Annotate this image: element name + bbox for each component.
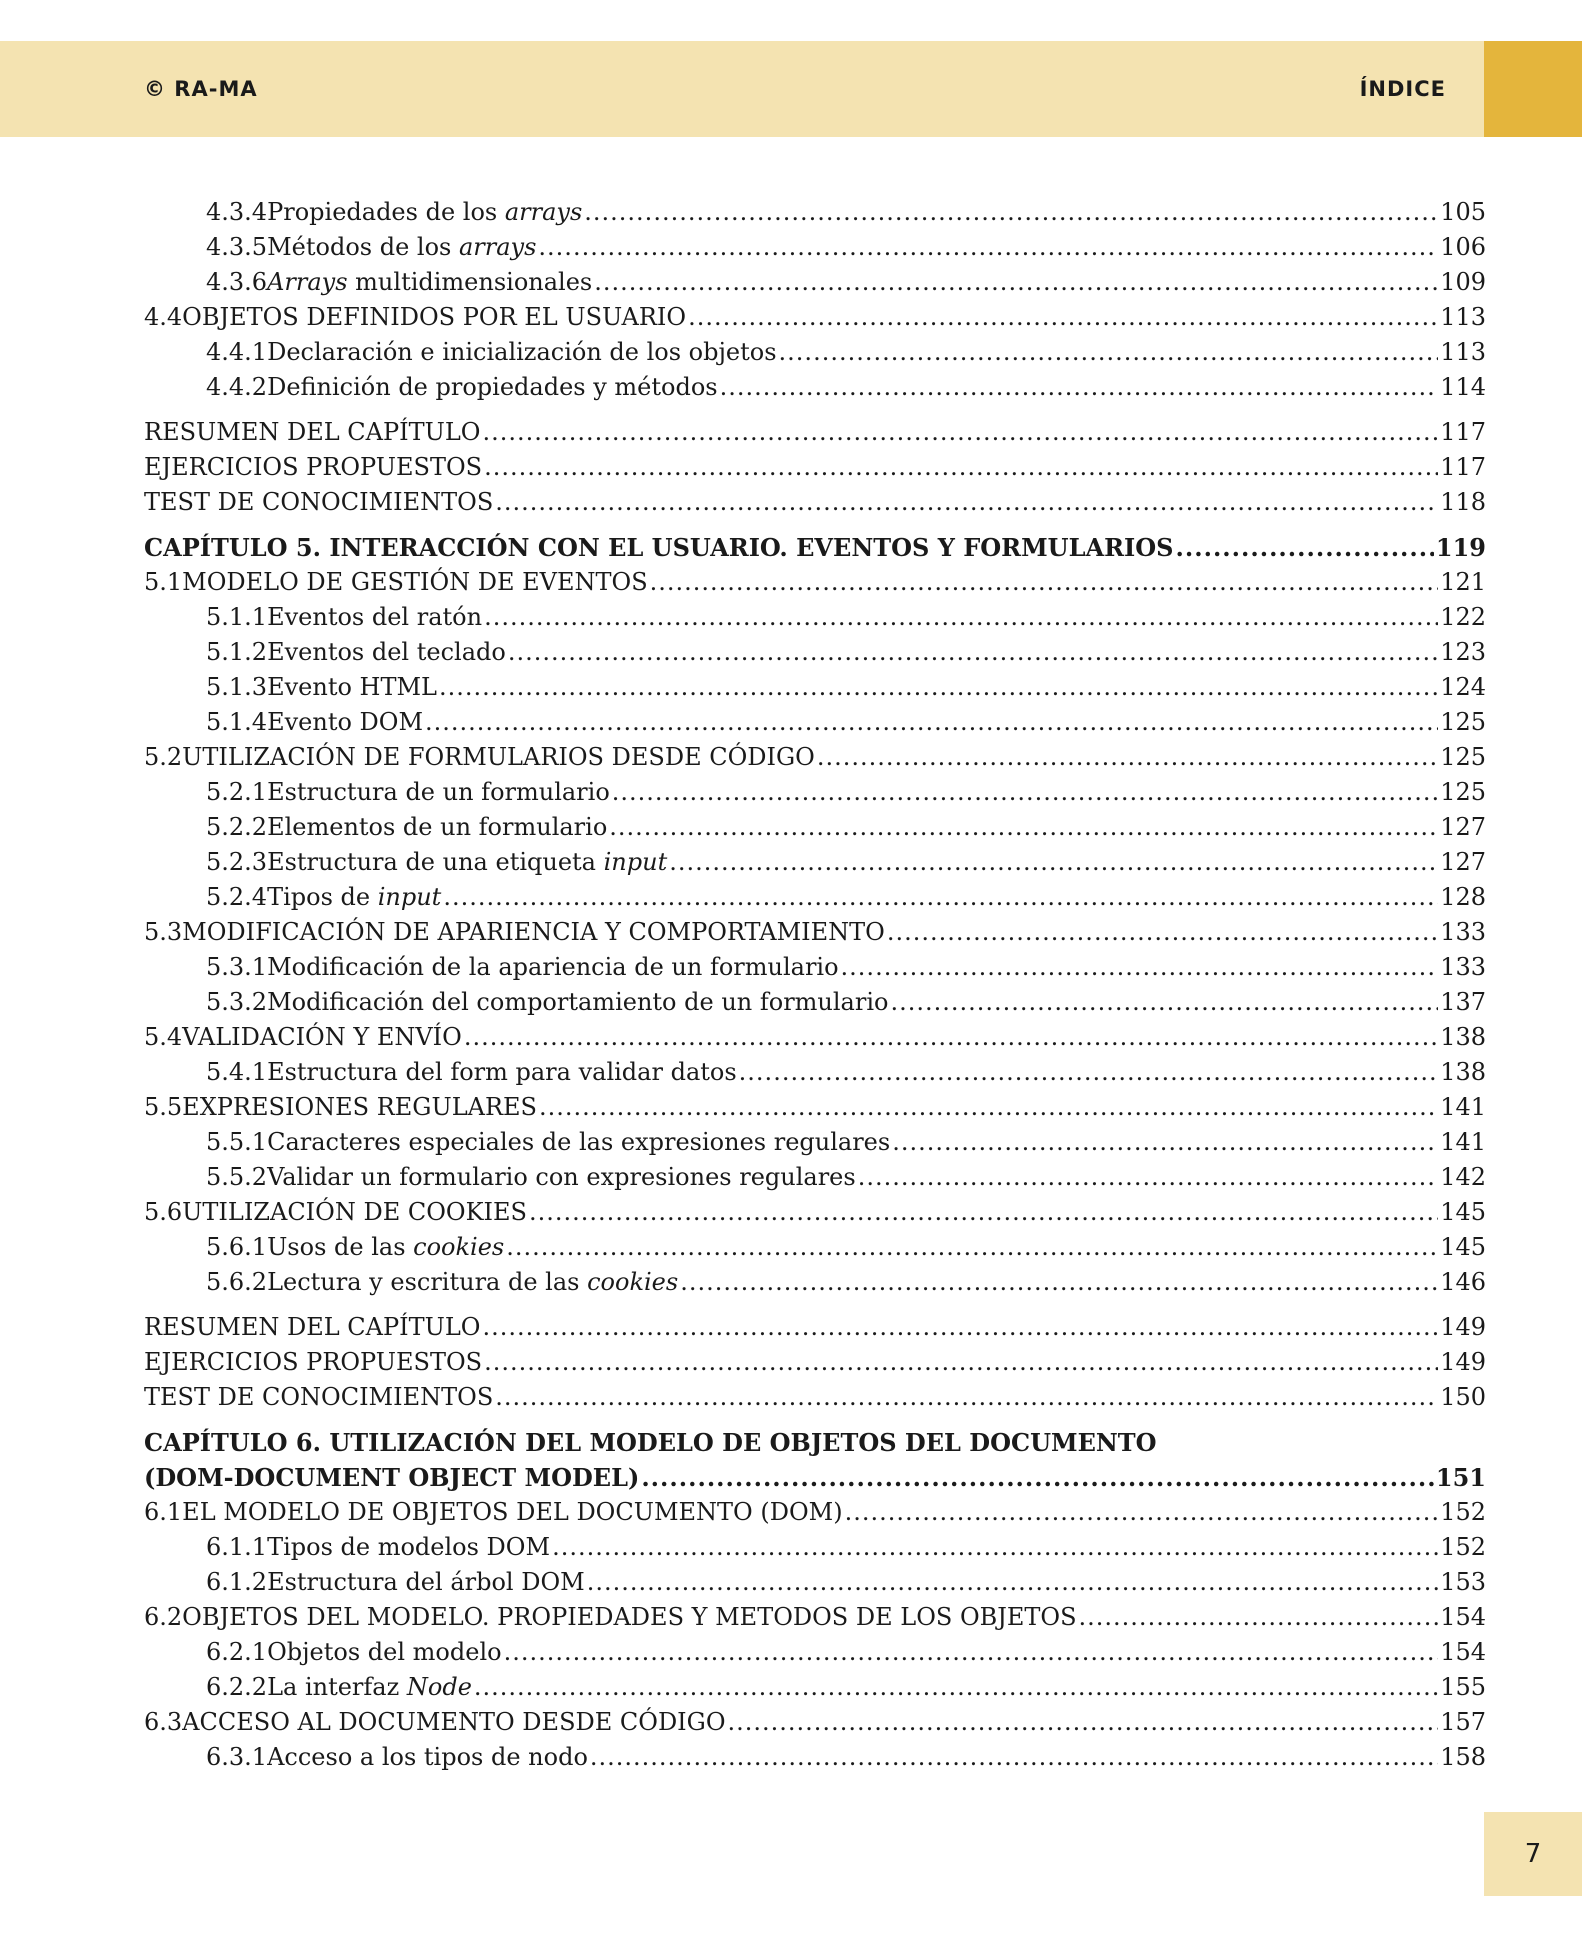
dot-leader — [641, 1460, 1434, 1495]
toc-entry — [144, 450, 1486, 485]
toc-title-text: EXPRESIONES REGULARES — [182, 1093, 537, 1121]
toc-entry — [144, 1600, 1486, 1635]
toc-title — [182, 915, 885, 950]
toc-title-text: multidimensionales — [347, 268, 593, 296]
toc-title — [267, 230, 536, 265]
toc-title-text: Acceso a los tipos de nodo — [267, 1743, 588, 1771]
toc-title-text: CAPÍTULO 5. INTERACCIÓN CON EL USUARIO. EVENTOS Y FORMULARIOS — [144, 533, 1174, 562]
toc-page: 121 — [1440, 568, 1486, 596]
toc-title-text: ACCESO AL DOCUMENTO DESDE CÓDIGO — [182, 1708, 726, 1736]
toc-title-text: Propiedades de los — [267, 198, 505, 226]
toc-entry — [144, 1310, 1486, 1345]
toc-title-text: Definición de propiedades y métodos — [267, 373, 718, 401]
toc-title-text: Declaración e inicialización de los objetos — [267, 338, 777, 366]
dot-leader — [779, 335, 1439, 370]
toc-title-text: Modificación de la apariencia de un formulario — [267, 953, 839, 981]
toc-page: 117 — [1440, 453, 1486, 481]
toc-title-text: Tipos de modelos DOM — [267, 1533, 551, 1561]
dot-leader — [612, 775, 1438, 810]
dot-leader — [482, 1310, 1438, 1345]
toc-title — [182, 1195, 527, 1230]
toc-entry — [144, 335, 1486, 370]
toc-title — [144, 530, 1174, 565]
toc-page: 158 — [1440, 1743, 1486, 1771]
toc-page: 106 — [1440, 233, 1486, 261]
toc-title — [182, 1600, 1076, 1635]
toc-page: 152 — [1440, 1533, 1486, 1561]
toc-page: 123 — [1440, 638, 1486, 666]
toc-number: 4.3.4 — [206, 198, 268, 226]
toc-title-text: Elementos de un formulario — [267, 813, 608, 841]
toc-number: 5.5 — [144, 1093, 183, 1121]
toc-entry — [144, 1020, 1486, 1055]
toc-entry — [144, 530, 1486, 565]
toc-title — [182, 1020, 462, 1055]
toc-entry — [144, 1125, 1486, 1160]
toc-page: 118 — [1440, 488, 1486, 516]
toc-title — [267, 1670, 472, 1705]
toc-title — [182, 1495, 842, 1530]
toc-title-italic: input — [603, 848, 668, 876]
toc-entry — [144, 1495, 1486, 1530]
toc-title-text: Estructura de una etiqueta — [267, 848, 604, 876]
toc-page: 151 — [1435, 1463, 1486, 1492]
toc-number: 4.4 — [144, 303, 183, 331]
toc-title-text: RESUMEN DEL CAPÍTULO — [144, 418, 481, 446]
dot-leader — [841, 950, 1439, 985]
toc-title-text: OBJETOS DEFINIDOS POR EL USUARIO — [182, 303, 687, 331]
toc-page: 113 — [1440, 338, 1486, 366]
toc-title-text: Tipos de — [267, 883, 378, 911]
toc-number: 6.2.2 — [206, 1673, 268, 1701]
toc-title-italic: arrays — [504, 198, 583, 226]
toc-entry — [144, 985, 1486, 1020]
toc-title — [182, 740, 815, 775]
dot-leader — [688, 300, 1438, 335]
toc-entry — [144, 1740, 1486, 1775]
toc-title-text: EJERCICIOS PROPUESTOS — [144, 1348, 483, 1376]
toc-page: 149 — [1440, 1348, 1486, 1376]
toc-entry — [144, 775, 1486, 810]
toc-page: 127 — [1440, 848, 1486, 876]
toc-title — [267, 1740, 588, 1775]
toc-number: 5.5.2 — [206, 1163, 268, 1191]
toc-entry — [144, 950, 1486, 985]
toc-title — [144, 1425, 1157, 1460]
toc-title — [267, 1160, 856, 1195]
toc-number: 5.3.2 — [206, 988, 268, 1016]
dot-leader — [484, 450, 1438, 485]
toc-page: 154 — [1440, 1638, 1486, 1666]
dot-leader — [590, 1740, 1438, 1775]
toc-title-text: Validar un formulario con expresiones regulares — [267, 1163, 856, 1191]
dot-leader — [504, 1635, 1439, 1670]
dot-leader — [508, 635, 1438, 670]
toc-title-text: Objetos del modelo — [267, 1638, 502, 1666]
toc-title-text: EJERCICIOS PROPUESTOS — [144, 453, 483, 481]
dot-leader — [890, 985, 1438, 1020]
toc-page: 137 — [1440, 988, 1486, 1016]
toc-number: 4.4.2 — [206, 373, 268, 401]
toc-title — [267, 845, 667, 880]
dot-leader — [529, 1195, 1438, 1230]
toc-number: 5.2.3 — [206, 848, 268, 876]
toc-entry — [144, 300, 1486, 335]
toc-title — [144, 485, 493, 520]
toc-entry — [144, 705, 1486, 740]
toc-number: 6.1.1 — [206, 1533, 268, 1561]
toc-title-text: EL MODELO DE OBJETOS DEL DOCUMENTO (DOM) — [182, 1498, 843, 1526]
toc-title-text: CAPÍTULO 6. UTILIZACIÓN DEL MODELO DE OBJETOS DEL DOCUMENTO — [144, 1428, 1157, 1457]
toc-number: 4.3.6 — [206, 268, 268, 296]
toc-page: 150 — [1440, 1383, 1486, 1411]
toc-page: 114 — [1440, 373, 1486, 401]
toc-page: 153 — [1440, 1568, 1486, 1596]
toc-title-text: Estructura del árbol DOM — [267, 1568, 585, 1596]
toc-title-italic: cookies — [587, 1268, 679, 1296]
toc-number: 5.6.2 — [206, 1268, 268, 1296]
toc-page: 125 — [1440, 743, 1486, 771]
toc-title — [267, 775, 610, 810]
toc-title — [182, 300, 686, 335]
toc-entry — [144, 370, 1486, 405]
toc-entry — [144, 1055, 1486, 1090]
toc-title-text: (DOM-DOCUMENT OBJECT MODEL) — [144, 1463, 640, 1492]
dot-leader — [609, 810, 1438, 845]
toc-title-text: Métodos de los — [267, 233, 459, 261]
toc-title — [267, 985, 888, 1020]
toc-page: 125 — [1440, 778, 1486, 806]
toc-entry — [144, 1460, 1486, 1495]
toc-number: 4.4.1 — [206, 338, 268, 366]
toc-title — [267, 195, 582, 230]
toc-title-text: Usos de las — [267, 1233, 414, 1261]
toc-number: 5.2.1 — [206, 778, 268, 806]
toc-page: 109 — [1440, 268, 1486, 296]
toc-page: 142 — [1440, 1163, 1486, 1191]
toc-page: 122 — [1440, 603, 1486, 631]
toc-entry — [144, 1265, 1486, 1300]
toc-page: 119 — [1435, 533, 1486, 562]
toc-entry — [144, 485, 1486, 520]
toc-title-text: Evento DOM — [267, 708, 424, 736]
toc-entry — [144, 670, 1486, 705]
toc-title-text: Eventos del ratón — [267, 603, 483, 631]
toc-title — [144, 450, 482, 485]
dot-leader — [720, 370, 1439, 405]
toc-entry — [144, 265, 1486, 300]
dot-leader — [538, 230, 1438, 265]
toc-title — [267, 705, 423, 740]
toc-entry — [144, 845, 1486, 880]
toc-number: 5.2.4 — [206, 883, 268, 911]
toc-title-text: MODELO DE GESTIÓN DE EVENTOS — [182, 568, 648, 596]
toc-page: 152 — [1440, 1498, 1486, 1526]
toc-number: 6.1 — [144, 1498, 183, 1526]
toc-entry — [144, 1160, 1486, 1195]
toc-page: 155 — [1440, 1673, 1486, 1701]
toc-page: 127 — [1440, 813, 1486, 841]
toc-title-text: Evento HTML — [267, 673, 437, 701]
dot-leader — [594, 265, 1438, 300]
toc-entry — [144, 1635, 1486, 1670]
toc-entry — [144, 740, 1486, 775]
toc-number: 6.2 — [144, 1603, 183, 1631]
toc-entry — [144, 195, 1486, 230]
toc-number: 5.5.1 — [206, 1128, 268, 1156]
toc-entry — [144, 1380, 1486, 1415]
toc-title — [267, 265, 592, 300]
dot-leader — [552, 1530, 1438, 1565]
toc-number: 5.1.3 — [206, 673, 268, 701]
dot-leader — [425, 705, 1438, 740]
toc-title-text: VALIDACIÓN Y ENVÍO — [182, 1023, 462, 1051]
toc-title — [182, 1090, 537, 1125]
toc-title-text: TEST DE CONOCIMIENTOS — [144, 1383, 494, 1411]
dot-leader — [858, 1160, 1439, 1195]
toc-entry — [144, 230, 1486, 265]
toc-number: 5.3 — [144, 918, 183, 946]
dot-leader — [443, 880, 1438, 915]
toc-title — [182, 1705, 725, 1740]
dot-leader — [439, 670, 1438, 705]
toc-number: 5.6 — [144, 1198, 183, 1226]
toc-page: 117 — [1440, 418, 1486, 446]
toc-number: 5.4.1 — [206, 1058, 268, 1086]
toc-page: 145 — [1440, 1198, 1486, 1226]
toc-title-text: La interfaz — [267, 1673, 407, 1701]
toc-page: 154 — [1440, 1603, 1486, 1631]
toc-number: 5.1 — [144, 568, 183, 596]
toc-entry — [144, 1670, 1486, 1705]
toc-entry — [144, 600, 1486, 635]
dot-leader — [892, 1125, 1438, 1160]
publisher-label: © RA-MA — [144, 77, 258, 101]
toc-page: 125 — [1440, 708, 1486, 736]
toc-number: 5.2.2 — [206, 813, 268, 841]
toc-title-text: UTILIZACIÓN DE COOKIES — [182, 1198, 527, 1226]
toc-title-text: MODIFICACIÓN DE APARIENCIA Y COMPORTAMIENTO — [182, 918, 885, 946]
toc-title — [267, 880, 441, 915]
toc-title-text: Modificación del comportamiento de un formulario — [267, 988, 889, 1016]
toc-title-text: Estructura del form para validar datos — [267, 1058, 737, 1086]
toc-entry — [144, 1565, 1486, 1600]
toc-entry — [144, 565, 1486, 600]
table-of-contents — [144, 195, 1486, 1775]
toc-title — [267, 1125, 890, 1160]
toc-entry — [144, 1230, 1486, 1265]
dot-leader — [584, 195, 1438, 230]
toc-title — [267, 950, 838, 985]
dot-leader — [484, 600, 1438, 635]
dot-leader — [587, 1565, 1438, 1600]
toc-number: 5.4 — [144, 1023, 183, 1051]
toc-title — [267, 370, 718, 405]
toc-number: 5.2 — [144, 743, 183, 771]
toc-title-italic: input — [377, 883, 442, 911]
dot-leader — [539, 1090, 1438, 1125]
toc-title — [267, 1530, 550, 1565]
toc-number: 6.3 — [144, 1708, 183, 1736]
toc-title-text: Caracteres especiales de las expresiones regulares — [267, 1128, 891, 1156]
toc-title — [144, 415, 480, 450]
dot-leader — [887, 915, 1438, 950]
toc-number: 5.1.4 — [206, 708, 268, 736]
toc-entry — [144, 1345, 1486, 1380]
toc-page: 138 — [1440, 1023, 1486, 1051]
toc-title — [267, 810, 607, 845]
toc-entry — [144, 1090, 1486, 1125]
toc-title — [267, 1265, 678, 1300]
toc-page: 157 — [1440, 1708, 1486, 1736]
toc-page: 138 — [1440, 1058, 1486, 1086]
toc-title — [267, 670, 437, 705]
toc-title — [144, 1310, 480, 1345]
toc-entry — [144, 1195, 1486, 1230]
toc-number: 6.2.1 — [206, 1638, 268, 1666]
dot-leader — [1176, 530, 1434, 565]
toc-number: 6.3.1 — [206, 1743, 268, 1771]
toc-title-text: UTILIZACIÓN DE FORMULARIOS DESDE CÓDIGO — [182, 743, 815, 771]
toc-page: 105 — [1440, 198, 1486, 226]
toc-title-italic: Arrays — [267, 268, 348, 296]
toc-page: 145 — [1440, 1233, 1486, 1261]
toc-title — [267, 635, 506, 670]
dot-leader — [495, 485, 1438, 520]
toc-title-text: RESUMEN DEL CAPÍTULO — [144, 1313, 481, 1341]
toc-entry — [144, 915, 1486, 950]
header-accent-tab — [1484, 41, 1582, 137]
toc-number: 6.1.2 — [206, 1568, 268, 1596]
toc-page: 141 — [1440, 1093, 1486, 1121]
toc-title — [267, 1635, 502, 1670]
toc-page: 133 — [1440, 953, 1486, 981]
dot-leader — [495, 1380, 1438, 1415]
dot-leader — [1079, 1600, 1439, 1635]
toc-entry — [144, 810, 1486, 845]
toc-title — [144, 1380, 493, 1415]
dot-leader — [650, 565, 1439, 600]
toc-page: 128 — [1440, 883, 1486, 911]
toc-number: 5.1.2 — [206, 638, 268, 666]
toc-entry — [144, 1530, 1486, 1565]
toc-title-text: OBJETOS DEL MODELO. PROPIEDADES Y METODOS DE LOS OBJETOS — [182, 1603, 1077, 1631]
toc-page: 124 — [1440, 673, 1486, 701]
page-number: 7 — [1524, 1839, 1542, 1869]
toc-title — [182, 565, 647, 600]
dot-leader — [506, 1230, 1438, 1265]
dot-leader — [482, 415, 1438, 450]
toc-title-text: Estructura de un formulario — [267, 778, 610, 806]
toc-title-italic: Node — [406, 1673, 472, 1701]
dot-leader — [669, 845, 1438, 880]
toc-title — [267, 1565, 585, 1600]
dot-leader — [728, 1705, 1439, 1740]
toc-title — [267, 1230, 504, 1265]
toc-entry — [144, 415, 1486, 450]
dot-leader — [739, 1055, 1439, 1090]
dot-leader — [817, 740, 1438, 775]
dot-leader — [845, 1495, 1439, 1530]
toc-title-italic: arrays — [458, 233, 537, 261]
toc-page: 133 — [1440, 918, 1486, 946]
toc-page: 113 — [1440, 303, 1486, 331]
dot-leader — [464, 1020, 1438, 1055]
toc-entry — [144, 1425, 1486, 1460]
toc-title — [144, 1345, 482, 1380]
section-label: ÍNDICE — [1359, 77, 1446, 101]
toc-title — [144, 1460, 639, 1495]
toc-page: 141 — [1440, 1128, 1486, 1156]
toc-number: 5.1.1 — [206, 603, 268, 631]
toc-entry — [144, 880, 1486, 915]
toc-title — [267, 335, 776, 370]
toc-title-italic: cookies — [413, 1233, 505, 1261]
toc-title-text: Eventos del teclado — [267, 638, 506, 666]
dot-leader — [484, 1345, 1438, 1380]
toc-page: 146 — [1440, 1268, 1486, 1296]
toc-title-text: TEST DE CONOCIMIENTOS — [144, 488, 494, 516]
toc-title — [267, 600, 482, 635]
toc-number: 5.3.1 — [206, 953, 268, 981]
toc-page: 149 — [1440, 1313, 1486, 1341]
toc-number: 4.3.5 — [206, 233, 268, 261]
toc-entry — [144, 635, 1486, 670]
toc-title — [267, 1055, 737, 1090]
dot-leader — [680, 1265, 1438, 1300]
toc-entry — [144, 1705, 1486, 1740]
dot-leader — [474, 1670, 1438, 1705]
toc-number: 5.6.1 — [206, 1233, 268, 1261]
toc-title-text: Lectura y escritura de las — [267, 1268, 588, 1296]
